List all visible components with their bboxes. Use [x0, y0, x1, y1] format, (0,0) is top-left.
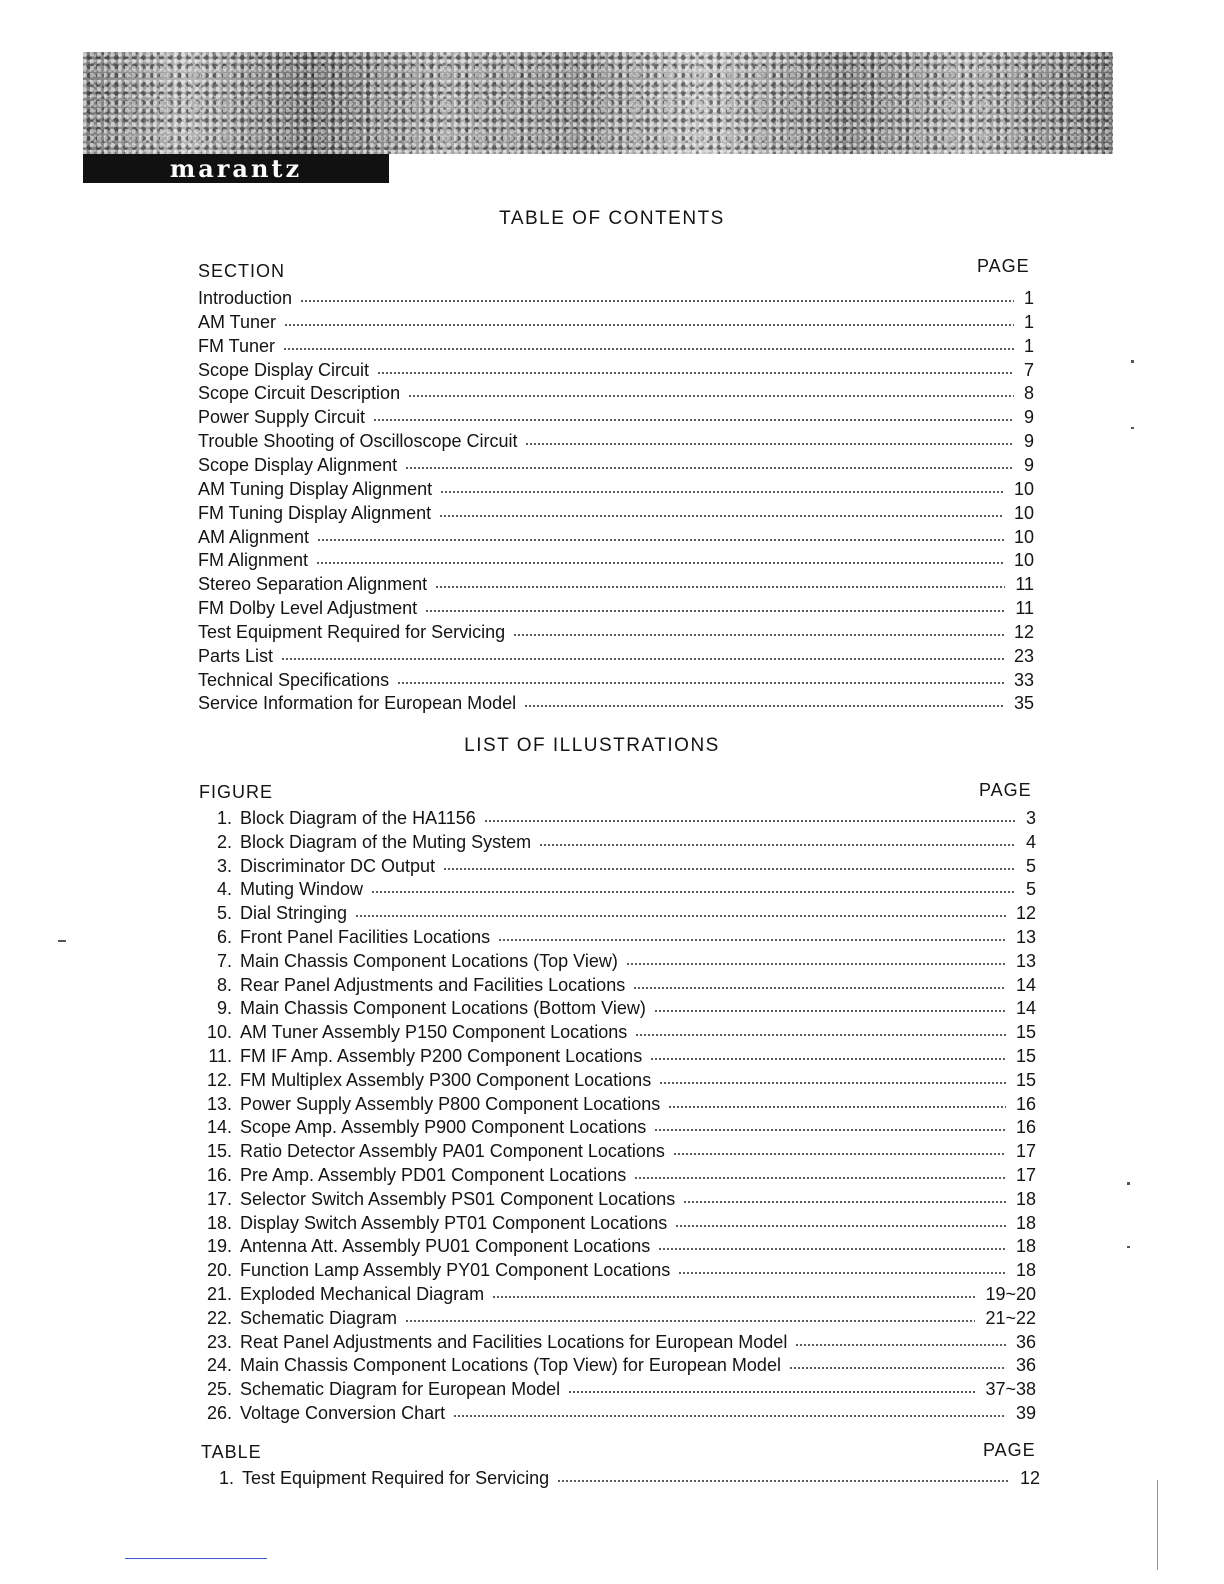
item-title: Antenna Att. Assembly PU01 Component Locations [240, 1236, 651, 1257]
illustration-entry [196, 1136, 1036, 1160]
toc-entry [198, 665, 1034, 689]
item-title: FM Tuner [198, 335, 276, 356]
illustration-entry [196, 1112, 1036, 1136]
toc-title: TABLE OF CONTENTS [499, 208, 725, 229]
figure-page-label: PAGE [979, 780, 1032, 800]
item-page-number: 18 [1015, 1260, 1036, 1281]
illustration-entry [196, 1350, 1036, 1374]
item-title: Block Diagram of the Muting System [240, 831, 532, 852]
item-page-number: 13 [1015, 950, 1036, 971]
dot-leader [539, 844, 1016, 846]
item-number: 5. [216, 903, 232, 924]
item-number: 1. [218, 1468, 234, 1488]
item-title: Display Switch Assembly PT01 Component Locations [240, 1212, 668, 1233]
item-title: Front Panel Facilities Locations [240, 927, 491, 947]
toc-entry [198, 355, 1034, 379]
toc-entry [198, 688, 1034, 712]
scan-mark [1131, 427, 1134, 429]
toc-entry [198, 617, 1034, 641]
item-number: 23. [206, 1331, 232, 1352]
item-page-number: 21~22 [985, 1307, 1036, 1328]
item-title: Power Supply Circuit [198, 407, 366, 428]
dot-leader [300, 300, 1014, 302]
item-title: Pre Amp. Assembly PD01 Component Locations [240, 1165, 627, 1185]
illustration-entry [196, 1279, 1036, 1303]
item-number: 12. [206, 1069, 232, 1090]
item-title: Block Diagram of the HA1156 [240, 808, 476, 828]
dot-leader [484, 820, 1016, 822]
figure-label: FIGURE [199, 782, 274, 802]
toc-entry [198, 426, 1034, 450]
item-title: Main Chassis Component Locations (Bottom View) [240, 998, 646, 1019]
dot-leader [316, 562, 1004, 564]
item-number: 15. [206, 1141, 232, 1162]
item-page-number: 10 [1013, 502, 1034, 523]
item-title: Parts List [198, 645, 274, 666]
dot-leader [654, 1129, 1006, 1131]
dot-leader [371, 891, 1016, 893]
item-page-number: 36 [1015, 1331, 1036, 1352]
item-number: 11. [208, 1046, 232, 1066]
item-number: 7. [216, 950, 232, 971]
item-number: 3. [216, 855, 232, 876]
toc-entry [198, 283, 1034, 307]
item-number: 19. [206, 1236, 232, 1257]
item-title: Main Chassis Component Locations (Top View) [240, 950, 618, 971]
dot-leader [633, 987, 1006, 989]
illustration-entry [196, 874, 1036, 898]
illustration-entry [196, 1041, 1036, 1065]
toc-entry [198, 474, 1034, 498]
illustration-entry [196, 1374, 1036, 1398]
item-title: FM Dolby Level Adjustment [198, 598, 418, 619]
item-title: Test Equipment Required for Servicing [198, 621, 506, 642]
item-title: Test Equipment Required for Servicing [242, 1468, 550, 1488]
illustration-entry [196, 1065, 1036, 1089]
dot-leader [683, 1201, 1006, 1203]
item-number: 9. [216, 998, 232, 1019]
item-page-number: 18 [1015, 1212, 1036, 1233]
item-page-number: 19~20 [985, 1284, 1036, 1304]
toc-entry [198, 522, 1034, 546]
dot-leader [659, 1082, 1006, 1084]
item-page-number: 15 [1015, 1069, 1036, 1090]
scan-mark [1127, 1182, 1130, 1185]
item-page-number: 12 [1013, 621, 1034, 642]
item-title: Voltage Conversion Chart [240, 1403, 446, 1423]
scan-mark [1131, 360, 1134, 363]
dot-leader [439, 515, 1004, 517]
item-title: Function Lamp Assembly PY01 Component Locations [240, 1260, 671, 1281]
item-number: 14. [206, 1117, 232, 1138]
illustration-entry [196, 970, 1036, 994]
item-page-number: 10 [1013, 526, 1034, 547]
item-page-number: 14 [1015, 998, 1036, 1019]
item-number: 2. [216, 831, 232, 852]
dot-leader [377, 372, 1014, 374]
dot-leader [673, 1153, 1006, 1155]
illustration-entry [196, 827, 1036, 851]
item-title: Power Supply Assembly P800 Component Locations [240, 1093, 661, 1114]
dot-leader [568, 1391, 975, 1393]
item-number: 8. [216, 974, 232, 995]
dot-leader [405, 467, 1014, 469]
illustration-entry [196, 1160, 1036, 1184]
item-page-number: 33 [1013, 669, 1034, 690]
item-number: 22. [206, 1307, 232, 1328]
item-page-number: 37~38 [985, 1379, 1036, 1400]
item-page-number: 10 [1013, 550, 1034, 571]
item-title: FM Multiplex Assembly P300 Component Locations [240, 1069, 652, 1090]
item-page-number: 17 [1015, 1165, 1036, 1185]
item-page-number: 16 [1015, 1117, 1036, 1138]
toc-page-label: PAGE [977, 256, 1030, 276]
dot-leader [650, 1058, 1006, 1060]
dot-leader [492, 1296, 975, 1298]
item-page-number: 4 [1025, 831, 1036, 852]
illustration-entry [196, 1184, 1036, 1208]
scan-mark [1127, 1246, 1130, 1248]
item-page-number: 5 [1025, 879, 1036, 900]
illustration-entry [196, 1398, 1036, 1422]
toc-entry [198, 402, 1034, 426]
item-title: Reat Panel Adjustments and Facilities Locations for European Model [240, 1331, 788, 1352]
item-title: Dial Stringing [240, 903, 348, 924]
item-page-number: 3 [1025, 808, 1036, 828]
item-page-number: 18 [1015, 1236, 1036, 1257]
item-title: Rear Panel Adjustments and Facilities Locations [240, 974, 626, 995]
item-page-number: 8 [1023, 383, 1034, 404]
dot-leader [678, 1272, 1006, 1274]
item-title: Selector Switch Assembly PS01 Component Locations [240, 1188, 676, 1209]
dot-leader [498, 939, 1006, 941]
item-title: Scope Display Alignment [198, 454, 398, 475]
item-title: Exploded Mechanical Diagram [240, 1284, 485, 1304]
item-page-number: 39 [1015, 1403, 1036, 1423]
item-page-number: 15 [1015, 1046, 1036, 1066]
toc-entry [198, 331, 1034, 355]
item-title: Muting Window [240, 879, 364, 900]
item-number: 20. [206, 1260, 232, 1281]
dot-leader [654, 1010, 1006, 1012]
illustration-entry [196, 1231, 1036, 1255]
dot-leader [658, 1248, 1006, 1250]
illustration-entry [196, 1017, 1036, 1041]
item-page-number: 1 [1023, 335, 1034, 356]
toc-entry [198, 593, 1034, 617]
toc-section-label: SECTION [198, 261, 286, 281]
dot-leader [789, 1367, 1006, 1369]
item-title: Trouble Shooting of Oscilloscope Circuit [198, 431, 518, 452]
scan-mark [1157, 1480, 1158, 1570]
dot-leader [795, 1344, 1006, 1346]
item-page-number: 35 [1013, 693, 1034, 714]
toc-entry [198, 307, 1034, 331]
item-title: AM Alignment [198, 526, 310, 547]
dot-leader [440, 491, 1004, 493]
item-title: Scope Circuit Description [198, 383, 401, 404]
dot-leader [453, 1415, 1006, 1417]
item-number: 25. [206, 1379, 232, 1400]
item-title: AM Tuning Display Alignment [198, 478, 433, 499]
item-page-number: 18 [1015, 1188, 1036, 1209]
table-entry [198, 1463, 1040, 1487]
item-title: Stereo Separation Alignment [198, 574, 428, 595]
item-page-number: 15 [1015, 1022, 1036, 1043]
illustration-entry [196, 946, 1036, 970]
table-label: TABLE [201, 1442, 262, 1462]
dot-leader [405, 1320, 975, 1322]
illustration-entry [196, 1255, 1036, 1279]
illustration-entry [196, 803, 1036, 827]
item-number: 18. [206, 1212, 232, 1233]
dot-leader [513, 634, 1004, 636]
item-page-number: 10 [1013, 478, 1034, 499]
illustration-entry [196, 922, 1036, 946]
dot-leader [317, 539, 1004, 541]
toc-entry [198, 378, 1034, 402]
item-number: 4. [216, 879, 232, 900]
item-number: 24. [206, 1355, 232, 1376]
item-page-number: 7 [1023, 359, 1034, 380]
item-page-number: 12 [1015, 903, 1036, 924]
item-title: Discriminator DC Output [240, 855, 436, 876]
item-page-number: 11 [1015, 574, 1034, 595]
illustration-entry [196, 1303, 1036, 1327]
illustration-entry [196, 851, 1036, 875]
item-number: 10. [206, 1022, 232, 1043]
illustration-entry [196, 993, 1036, 1017]
dot-leader [634, 1177, 1006, 1179]
dot-leader [408, 395, 1014, 397]
item-page-number: 14 [1015, 974, 1036, 995]
item-title: AM Tuner [198, 311, 277, 332]
scan-mark [58, 940, 66, 942]
item-title: Introduction [198, 288, 293, 308]
item-title: AM Tuner Assembly P150 Component Locations [240, 1022, 628, 1043]
item-number: 1. [216, 808, 232, 828]
dot-leader [435, 586, 1005, 588]
item-number: 6. [216, 927, 232, 947]
item-title: Scope Amp. Assembly P900 Component Locations [240, 1117, 647, 1138]
item-page-number: 36 [1015, 1355, 1036, 1376]
dot-leader [443, 868, 1016, 870]
illustration-entry [196, 1089, 1036, 1113]
illustration-entry [196, 898, 1036, 922]
item-title: Main Chassis Component Locations (Top View) for European Model [240, 1355, 781, 1376]
brand-logo [83, 154, 389, 183]
item-title: Service Information for European Model [198, 693, 517, 714]
item-title: FM IF Amp. Assembly P200 Component Locations [240, 1046, 643, 1066]
item-page-number: 12 [1019, 1468, 1040, 1488]
dot-leader [675, 1225, 1006, 1227]
item-page-number: 23 [1013, 645, 1034, 666]
item-number: 16. [206, 1165, 232, 1185]
item-title: Schematic Diagram [240, 1307, 398, 1328]
item-title: FM Tuning Display Alignment [198, 502, 432, 523]
item-page-number: 9 [1023, 431, 1034, 452]
toc-entry [198, 569, 1034, 593]
item-number: 21. [206, 1284, 232, 1304]
dot-leader [283, 348, 1014, 350]
illustrations-title: LIST OF ILLUSTRATIONS [464, 735, 720, 756]
item-page-number: 11 [1015, 598, 1034, 619]
dot-leader [525, 443, 1014, 445]
dot-leader [373, 419, 1014, 421]
divider-line [125, 1558, 267, 1559]
item-title: Schematic Diagram for European Model [240, 1379, 561, 1400]
dot-leader [557, 1480, 1010, 1482]
dot-leader [635, 1034, 1006, 1036]
table-page-label: PAGE [983, 1440, 1036, 1460]
brand-logo-text: marantz [169, 153, 303, 183]
toc-entry [198, 641, 1034, 665]
dot-leader [524, 705, 1004, 707]
item-title: Scope Display Circuit [198, 359, 370, 380]
dot-leader [425, 610, 1005, 612]
item-page-number: 1 [1023, 311, 1034, 332]
dot-leader [397, 682, 1004, 684]
item-page-number: 16 [1015, 1093, 1036, 1114]
item-page-number: 13 [1015, 927, 1036, 947]
toc-entry [198, 545, 1034, 569]
illustration-entry [196, 1208, 1036, 1232]
item-page-number: 17 [1015, 1141, 1036, 1162]
item-title: Technical Specifications [198, 669, 390, 690]
item-page-number: 1 [1023, 288, 1034, 308]
dot-leader [668, 1106, 1006, 1108]
item-page-number: 9 [1023, 454, 1034, 475]
item-number: 26. [206, 1403, 232, 1423]
illustration-entry [196, 1327, 1036, 1351]
dot-leader [281, 658, 1004, 660]
toc-entry [198, 450, 1034, 474]
toc-entry [198, 498, 1034, 522]
dot-leader [284, 324, 1014, 326]
item-title: Ratio Detector Assembly PA01 Component Locations [240, 1141, 665, 1162]
header-banner-image [83, 52, 1113, 154]
dot-leader [626, 963, 1006, 965]
item-page-number: 9 [1023, 407, 1034, 428]
dot-leader [355, 915, 1006, 917]
item-number: 13. [206, 1093, 232, 1114]
item-page-number: 5 [1025, 855, 1036, 876]
item-number: 17. [206, 1188, 232, 1209]
item-title: FM Alignment [198, 550, 309, 571]
